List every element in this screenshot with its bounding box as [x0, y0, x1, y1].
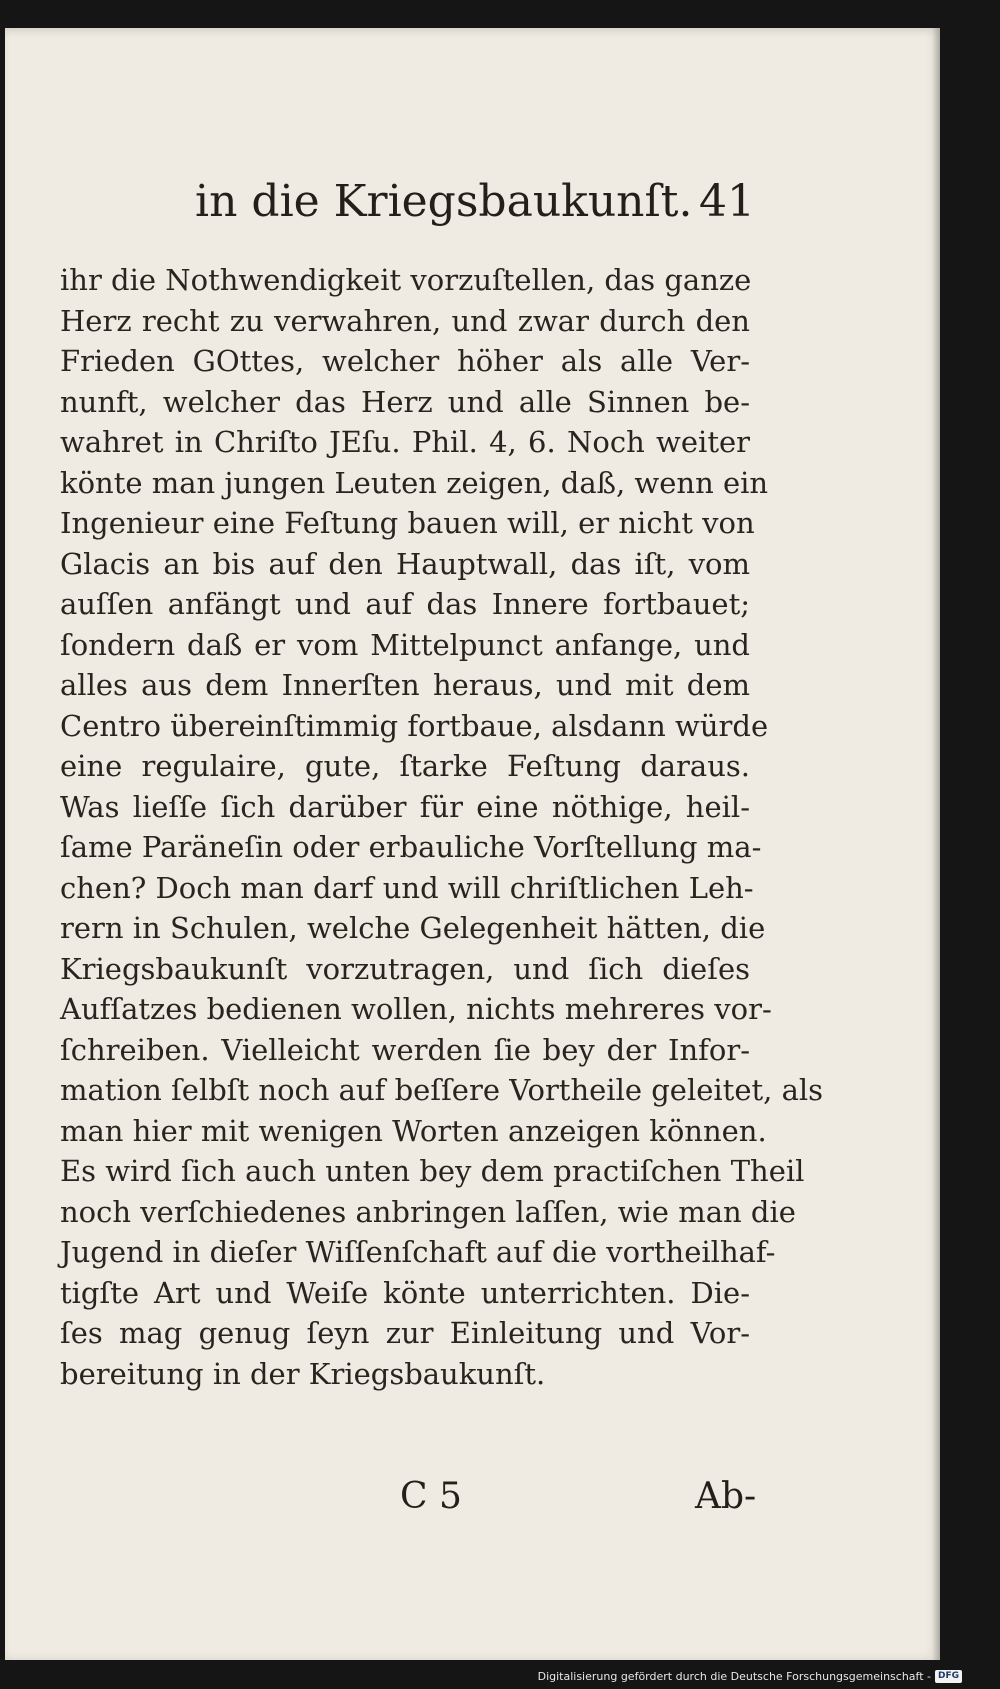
catchword: Ab-: [695, 1476, 757, 1517]
body-text: [60, 260, 824, 1394]
text-line: noch verſchiedenes anbringen laſſen, wie man die: [60, 1194, 796, 1229]
text-line: rern in Schulen, welche Gelegenheit hätten, die: [60, 911, 766, 945]
text-line: könte man jungen Leuten zeigen, daß, wenn ein: [60, 465, 769, 500]
text-line: auſſen anfängt und auf das Innere fortbauet;: [60, 587, 750, 621]
dfg-logo-icon: DFG: [935, 1670, 962, 1683]
book-page: [5, 28, 940, 1660]
text-line: ſchreiben. Vielleicht werden ſie bey der Infor-: [60, 1032, 750, 1067]
running-head: in die Kriegsbaukunſt.: [195, 176, 693, 227]
text-line: chen? Doch man darf und will chriſtlichen Leh-: [60, 870, 754, 905]
signature-mark: C 5: [400, 1476, 462, 1517]
text-line: Was lieſſe ſich darüber für eine nöthige, heil-: [60, 789, 750, 824]
text-line: wahret in Chriſto JEſu. Phil. 4, 6. Noch weiter: [60, 425, 750, 459]
text-line: Ingenieur eine Feſtung bauen will, er nicht von: [60, 506, 755, 540]
text-line: ihr die Nothwendigkeit vorzuſtellen, das ganze: [60, 263, 752, 297]
text-line: Es wird ſich auch unten bey dem practiſchen Theil: [60, 1154, 805, 1188]
text-line: Frieden GOttes, welcher höher als alle Ver-: [60, 344, 750, 378]
credit-text: Digitalisierung gefördert durch die Deutsche Forschungsgemeinschaft -: [537, 1670, 931, 1683]
text-line: ſondern daß er vom Mittelpunct anfange, und: [60, 627, 750, 662]
text-line: Jugend in dieſer Wiſſenſchaft auf die vortheilhaf-: [60, 1235, 776, 1269]
text-line: Glacis an bis auf den Hauptwall, das iſt, vom: [60, 546, 750, 581]
text-line: mation ſelbſt noch auf beſſere Vortheile geleitet, als: [60, 1073, 824, 1107]
text-line: ſame Paräneſin oder erbauliche Vorſtellung ma-: [60, 830, 762, 864]
text-line: nunft, welcher das Herz und alle Sinnen be-: [60, 384, 750, 419]
text-line: tigſte Art und Weiſe könte unterrichten. Die-: [60, 1275, 750, 1310]
text-line: alles aus dem Innerſten heraus, und mit dem: [60, 668, 750, 702]
text-line: Kriegsbaukunſt vorzutragen, und ſich dieſes: [60, 951, 750, 986]
text-line: Centro übereinſtimmig fortbaue, alsdann würde: [60, 708, 769, 743]
text-line: ſes mag genug ſeyn zur Einleitung und Vor-: [60, 1316, 750, 1350]
text-line: bereitung in der Kriegsbaukunſt.: [60, 1356, 546, 1391]
text-line: Aufſatzes bedienen wollen, nichts mehreres vor-: [60, 992, 772, 1026]
text-line: Herz recht zu verwahren, und zwar durch den: [60, 303, 750, 338]
text-line: man hier mit wenigen Worten anzeigen können.: [60, 1113, 767, 1148]
page-number: 41: [699, 176, 755, 227]
digitization-credit: [538, 1670, 962, 1683]
text-line: eine regulaire, gute, ſtarke Feſtung daraus.: [60, 749, 750, 783]
